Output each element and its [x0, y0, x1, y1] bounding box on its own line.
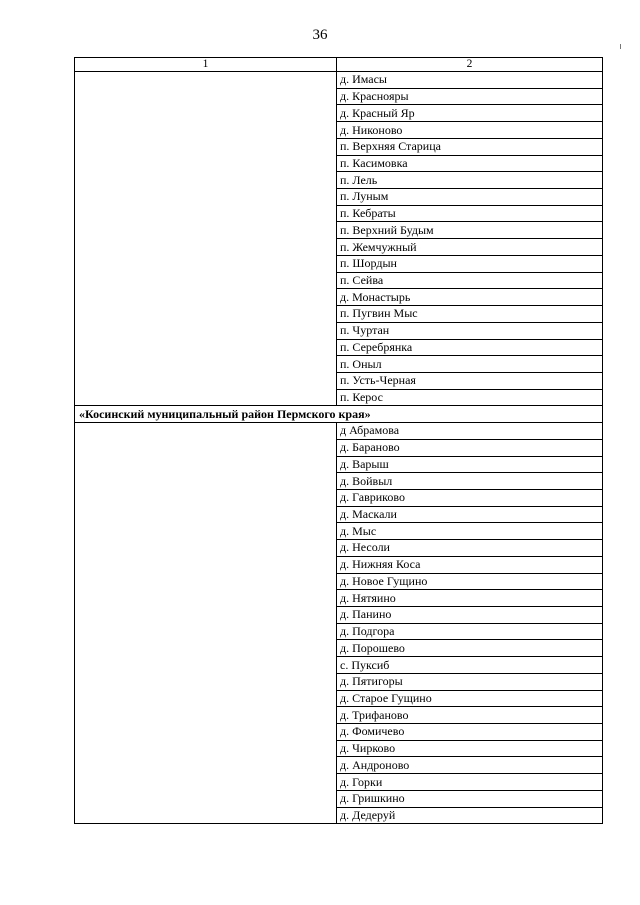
settlement-cell: п. Керос — [337, 389, 603, 406]
settlement-cell: д. Войвыл — [337, 473, 603, 490]
settlement-cell: д. Несоли — [337, 540, 603, 557]
settlement-cell: д. Фомичево — [337, 724, 603, 741]
settlement-cell: д. Нижняя Коса — [337, 556, 603, 573]
page-number: 36 — [312, 27, 328, 43]
settlement-cell: п. Лель — [337, 172, 603, 189]
settlement-cell: д. Маскали — [337, 506, 603, 523]
scan-mark — [620, 44, 621, 49]
settlement-cell: д. Красный Яр — [337, 105, 603, 122]
settlement-cell: д. Никоново — [337, 122, 603, 139]
settlement-cell: д. Монастырь — [337, 289, 603, 306]
settlement-cell: д. Бараново — [337, 439, 603, 456]
settlement-cell: д. Мыс — [337, 523, 603, 540]
settlement-cell: д. Нятяино — [337, 590, 603, 607]
settlement-cell: д. Гавриково — [337, 489, 603, 506]
settlement-cell: д. Краснояры — [337, 88, 603, 105]
district-row — [75, 406, 603, 423]
settlement-cell: п. Усть-Черная — [337, 372, 603, 389]
settlement-cell: д. Новое Гущино — [337, 573, 603, 590]
district-name: «Косинский муниципальный район Пермского края» — [75, 406, 603, 423]
settlement-cell: п. Кебраты — [337, 205, 603, 222]
settlement-cell: д. Панино — [337, 607, 603, 624]
settlement-cell: д. Дедеруй — [337, 807, 603, 824]
settlement-cell: с. Пуксиб — [337, 657, 603, 674]
settlement-cell: п. Шордын — [337, 255, 603, 272]
settlement-cell: п. Серебрянка — [337, 339, 603, 356]
district-cell — [75, 423, 337, 824]
settlement-cell: д. Пятигоры — [337, 673, 603, 690]
settlement-cell: п. Жемчужный — [337, 239, 603, 256]
settlement-cell: д. Чирково — [337, 740, 603, 757]
settlement-cell: п. Оныл — [337, 356, 603, 373]
table-row — [75, 72, 603, 89]
table-header-row — [75, 58, 603, 72]
table-row — [75, 423, 603, 440]
column-header-1: 1 — [75, 58, 337, 72]
settlement-cell: д. Варыш — [337, 456, 603, 473]
column-header-2: 2 — [337, 58, 603, 72]
settlement-cell: д. Старое Гущино — [337, 690, 603, 707]
settlement-cell: п. Пугвин Мыс — [337, 306, 603, 323]
settlement-cell: д. Имасы — [337, 72, 603, 89]
district-cell — [75, 72, 337, 406]
settlement-cell: д. Андроново — [337, 757, 603, 774]
settlement-cell: п. Верхний Будым — [337, 222, 603, 239]
settlement-cell: д. Гришкино — [337, 790, 603, 807]
settlement-cell: п. Верхняя Старица — [337, 138, 603, 155]
settlements-table — [74, 57, 603, 824]
settlement-cell: д. Трифаново — [337, 707, 603, 724]
settlement-cell: п. Касимовка — [337, 155, 603, 172]
settlement-cell: п. Чуртан — [337, 322, 603, 339]
settlement-cell: д. Порошево — [337, 640, 603, 657]
table-body — [75, 58, 603, 824]
settlement-cell: д. Подгора — [337, 623, 603, 640]
settlement-cell: п. Сейва — [337, 272, 603, 289]
settlement-cell: д Абрамова — [337, 423, 603, 440]
settlement-cell: п. Луным — [337, 189, 603, 206]
settlement-cell: д. Горки — [337, 774, 603, 791]
